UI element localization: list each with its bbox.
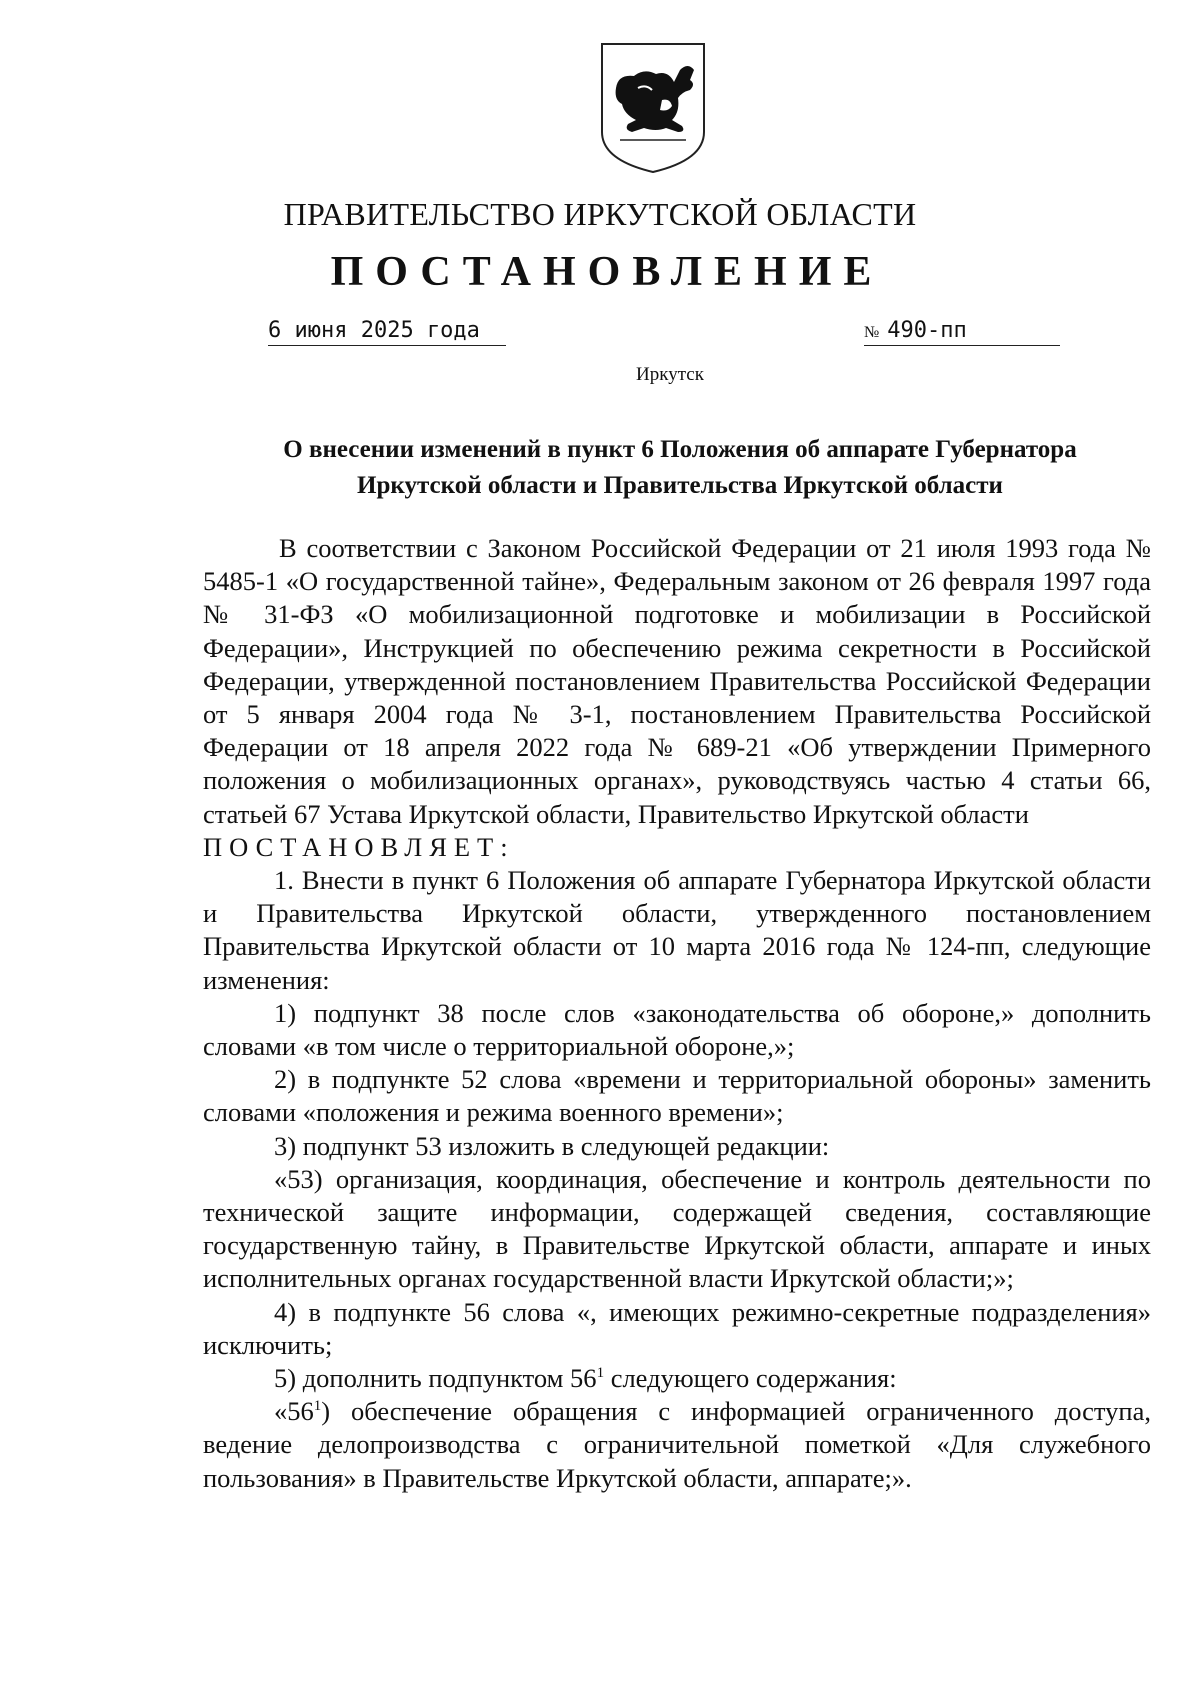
subitem-1-paragraph: 1) подпункт 38 после слов «законодательства об обороне,» дополнить словами «в том числе о территориальной обороне,»;	[203, 997, 1151, 1062]
subitem-5-text-paragraph	[203, 1395, 1151, 1495]
superscript: 1	[596, 1365, 605, 1382]
document-subject	[200, 432, 1160, 504]
superscript: 1	[313, 1398, 322, 1415]
subitem-5-content: «56	[274, 1396, 314, 1427]
resolves-heading: ПОСТАНОВЛЯЕТ:	[203, 831, 515, 862]
coat-of-arms-emblem	[598, 40, 708, 176]
document-type: ПОСТАНОВЛЕНИЕ	[330, 249, 884, 295]
document-number	[864, 318, 1060, 346]
item-1-paragraph: 1. Внести в пункт 6 Положения об аппарате Губернатора Иркутской области и Правительства Иркутской области, утвержденного постановлением Правительства Иркутской области от 10 марта 2016 года № 124-пп, следующие изменения:	[203, 865, 1151, 995]
subitem-5-content: ) обеспечение обращения с информацией ограниченного доступа, ведение делопроизводства с ограничительной пометкой «Для служебного пользования» в Правительстве Иркутской области, аппарате;».	[203, 1396, 1151, 1493]
number-value: 490-пп	[887, 318, 967, 343]
document-body	[203, 532, 1151, 1495]
subitem-5-text: следующего содержания:	[604, 1363, 897, 1394]
government-title: ПРАВИТЕЛЬСТВО ИРКУТСКОЙ ОБЛАСТИ	[283, 196, 917, 232]
subitem-4-paragraph: 4) в подпункте 56 слова «, имеющих режимно-секретные подразделения» исключить;	[203, 1296, 1151, 1360]
number-sign: №	[864, 324, 880, 341]
preamble-paragraph: В соответствии с Законом Российской Федерации от 21 июля 1993 года № 5485-1 «О государственной тайне», Федеральным законом от 26 февраля 1997 года № 31-ФЗ «О мобилизационной подготовке и мобилизации в Российской Федерации», Инструкцией по обеспечению режима секретности в Российской Федерации, утвержденной постановлением Правительства Российской Федерации от 5 января 2004 года № 3-1, постановлением Правительства Российской Федерации от 18 апреля 2022 года № 689-21 «Об утверждении Примерного положения о мобилизационных органах», руководствуясь частью 4 статьи 66, статьей 67 Устава Иркутской области, Правительство Иркутской области	[203, 533, 1151, 829]
document-date: 6 июня 2025 года	[268, 318, 506, 346]
subitem-5-paragraph	[203, 1362, 1151, 1395]
subject-line: Иркутской области и Правительства Иркутской области	[357, 472, 1003, 499]
subitem-3-paragraph: 3) подпункт 53 изложить в следующей редакции:	[274, 1130, 830, 1161]
subject-line: О внесении изменений в пункт 6 Положения об аппарате Губернатора	[283, 436, 1077, 463]
city: Иркутск	[636, 364, 704, 385]
subitem-5-text: 5) дополнить подпунктом 56	[274, 1363, 597, 1394]
subitem-2-paragraph: 2) в подпункте 52 слова «времени и территориальной обороны» заменить словами «положения и режима военного времени»;	[203, 1064, 1151, 1128]
subitem-3-text-paragraph: «53) организация, координация, обеспечение и контроль деятельности по технической защите информации, содержащей сведения, составляющие государственную тайну, в Правительстве Иркутской области, аппарате и иных исполнительных органах государственной власти Иркутской области;»;	[203, 1163, 1151, 1294]
